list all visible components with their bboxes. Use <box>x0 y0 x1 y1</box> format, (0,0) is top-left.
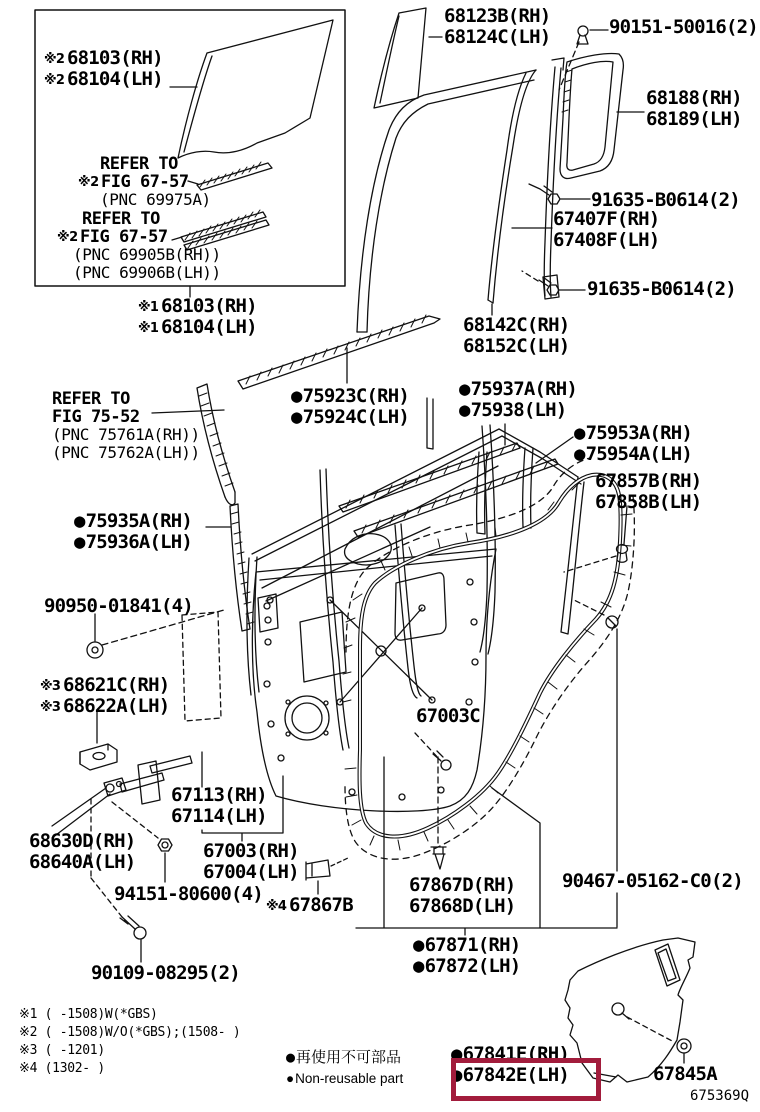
label-67867D-67868D <box>409 875 515 917</box>
part-number-text: 67871(RH) <box>424 934 521 956</box>
part-number-text: 68622A(LH) <box>63 695 170 717</box>
label-67003C <box>416 706 480 727</box>
part-number-text: 68189(LH) <box>646 108 742 130</box>
part-number-text: 67842E(LH) <box>462 1064 570 1086</box>
screw-90151-icon <box>559 26 608 90</box>
part-number-text: REFER TO <box>52 389 130 409</box>
non-reusable-bullet-icon: ● <box>286 1071 295 1086</box>
label-67003-67004 <box>203 841 299 883</box>
highlight-box[interactable] <box>451 1058 601 1101</box>
part-number-text: 67858B(LH) <box>595 491 702 513</box>
label-68621C-68622A <box>40 675 169 717</box>
part-number-text: 67003C <box>416 705 480 727</box>
part-number-text: 67845A <box>653 1063 717 1085</box>
part-number-text: (PNC 69906B(LH)) <box>73 263 221 282</box>
part-number-text: 68104(LH) <box>67 68 163 90</box>
striker-68621C-icon <box>80 712 117 770</box>
label-67407F-67408F <box>553 209 659 251</box>
part-number-text: 67003(RH) <box>203 840 299 862</box>
part-number-text: FIG 67-57 <box>80 227 168 247</box>
label-90109-08295 <box>91 963 240 984</box>
bolt-67003C-icon <box>415 733 451 770</box>
division-bar <box>512 58 564 299</box>
label-75937A-75938 <box>459 379 577 421</box>
door-weatherstrip <box>343 458 634 859</box>
part-number-text: Non-reusable part <box>295 1071 404 1086</box>
part-number-text: 68103(RH) <box>161 295 257 317</box>
reference-mark: ※2 <box>44 52 65 67</box>
bolt-90109-icon <box>120 916 146 962</box>
part-number-text: 75923C(RH) <box>302 385 410 407</box>
part-number-text: 67867D(RH) <box>409 874 516 896</box>
part-number-text: ※3 ( -1201) <box>19 1043 105 1058</box>
part-number-text: 90950-01841(4) <box>44 595 193 617</box>
reference-mark: ※1 <box>138 300 159 315</box>
nut-94151-icon <box>158 839 172 882</box>
non-reusable-bullet-icon: ● <box>451 1043 462 1065</box>
part-number-text: 68630D(RH) <box>29 830 136 852</box>
non-reusable-bullet-icon: ● <box>74 510 85 532</box>
part-number-text: REFER TO <box>82 209 160 229</box>
legend-nonreusable <box>286 1046 403 1090</box>
part-number-text: 68188(RH) <box>646 87 742 109</box>
label-90950-01841 <box>44 596 193 617</box>
part-number-text: 68640A(LH) <box>29 851 136 873</box>
part-number-text: 75937A(RH) <box>470 378 578 400</box>
part-number-text: 91635-B0614(2) <box>591 189 740 211</box>
part-number-text: 68123B(RH) <box>444 5 551 27</box>
label-68188-68189 <box>646 88 742 130</box>
bolt-91635-lower-icon <box>522 271 585 295</box>
part-number-text: 67004(LH) <box>203 861 299 883</box>
reference-mark: ※1 <box>138 321 159 336</box>
part-number-text: 675369Q <box>690 1088 750 1104</box>
label-68123B-68124C <box>444 6 550 48</box>
non-reusable-bullet-icon: ● <box>291 385 302 407</box>
label-67871-67872 <box>413 935 520 977</box>
part-number-text: REFER TO <box>100 154 178 174</box>
label-68103-68104 <box>138 296 257 338</box>
part-number-text: 68142C(RH) <box>463 314 570 336</box>
part-number-text: ※2 ( -1508)W/O(*GBS);(1508- ) <box>19 1025 241 1040</box>
label-67857B-67858B <box>595 471 701 513</box>
figure-code <box>690 1088 749 1104</box>
part-number-text: 68621C(RH) <box>63 674 170 696</box>
part-number-text: 75924C(LH) <box>302 406 410 428</box>
non-reusable-bullet-icon: ● <box>286 1048 296 1066</box>
part-number-text: 75935A(RH) <box>85 510 193 532</box>
label-91635-B0614-lower <box>587 279 736 300</box>
label-refer-fig75-52 <box>52 390 200 462</box>
non-reusable-bullet-icon: ● <box>459 378 470 400</box>
part-number-text: 75936A(LH) <box>85 531 193 553</box>
non-reusable-bullet-icon: ● <box>413 955 424 977</box>
part-number-text: 90151-50016(2) <box>609 16 758 38</box>
non-reusable-bullet-icon: ● <box>451 1064 462 1086</box>
part-number-text: 67408F(LH) <box>553 229 660 251</box>
non-reusable-bullet-icon: ● <box>413 934 424 956</box>
label-68630D-68640A <box>29 831 135 873</box>
part-number-text: 67872(LH) <box>424 955 521 977</box>
part-number-text: (PNC 75761A(RH)) <box>52 425 200 444</box>
label-refer-fig67-57-upper <box>78 155 211 209</box>
quarter-glass <box>560 53 644 178</box>
reference-mark: ※4 <box>266 899 287 914</box>
part-number-text: 67868D(LH) <box>409 895 516 917</box>
label-90467-05162-C0 <box>562 871 743 892</box>
label-68142C-68152C <box>463 315 569 357</box>
clip-67867B-icon <box>306 858 348 894</box>
part-number-text: FIG 67-57 <box>101 172 189 192</box>
non-reusable-bullet-icon: ● <box>574 443 585 465</box>
reference-mark: ※2 <box>44 73 65 88</box>
part-number-text: 90109-08295(2) <box>91 962 240 984</box>
part-number-text: 67841E(RH) <box>462 1043 570 1065</box>
label-75935A-75936A <box>74 511 192 553</box>
part-number-text: 75938(LH) <box>470 399 567 421</box>
glass-run-channel <box>357 70 536 332</box>
part-number-text: 68103(RH) <box>67 47 163 69</box>
part-number-text: 67857B(RH) <box>595 470 702 492</box>
label-67845A <box>653 1064 717 1085</box>
part-number-text: 91635-B0614(2) <box>587 278 736 300</box>
part-number-text: 68152C(LH) <box>463 335 570 357</box>
non-reusable-bullet-icon: ● <box>459 399 470 421</box>
part-number-text: 再使用不可部品 <box>296 1048 402 1066</box>
label-90151-50016 <box>609 17 758 38</box>
screw-90467-icon <box>572 599 618 628</box>
part-number-text: ※4 (1302- ) <box>19 1061 105 1076</box>
non-reusable-bullet-icon: ● <box>574 422 585 444</box>
legend-notes <box>19 1006 240 1078</box>
label-67867B <box>266 895 353 916</box>
part-number-text: 67114(LH) <box>171 805 267 827</box>
reference-mark: ※3 <box>40 700 61 715</box>
part-number-text: 75954A(LH) <box>585 443 693 465</box>
pin-67867D-icon <box>431 757 446 869</box>
part-number-text: 68124C(LH) <box>444 26 551 48</box>
label-refer-fig67-57-lower <box>57 210 221 282</box>
non-reusable-bullet-icon: ● <box>74 531 85 553</box>
part-number-text: (PNC 75762A(LH)) <box>52 443 200 462</box>
reference-mark: ※3 <box>40 679 61 694</box>
door-inner-panel <box>182 469 496 811</box>
part-number-text: 68104(LH) <box>161 316 257 338</box>
part-number-text: 67113(RH) <box>171 784 267 806</box>
label-75923C-75924C <box>291 386 409 428</box>
part-number-text: 90467-05162-C0(2) <box>562 870 743 892</box>
part-number-text: FIG 75-52 <box>52 407 140 427</box>
part-number-text: 94151-80600(4) <box>114 883 263 905</box>
label-75953A-75954A <box>574 423 692 465</box>
reference-mark: ※2 <box>57 230 78 245</box>
belt-molding-outer <box>238 315 440 389</box>
part-number-text: (PNC 69975A) <box>100 190 211 209</box>
bolt-91635-upper-icon <box>529 184 590 204</box>
part-number-text: 75953A(RH) <box>585 422 693 444</box>
grommet-90950-icon <box>87 610 224 658</box>
reference-mark: ※2 <box>78 175 99 190</box>
part-number-text: (PNC 69905B(RH)) <box>73 245 221 264</box>
door-frame <box>247 398 584 695</box>
part-number-text: ※1 ( -1508)W(*GBS) <box>19 1007 158 1022</box>
part-number-text: 67867B <box>289 894 353 916</box>
non-reusable-bullet-icon: ● <box>291 406 302 428</box>
part-number-text: 67407F(RH) <box>553 208 660 230</box>
label-94151-80600 <box>114 884 263 905</box>
label-67113-67114 <box>171 785 267 827</box>
label-68103-68104-box <box>44 48 163 90</box>
